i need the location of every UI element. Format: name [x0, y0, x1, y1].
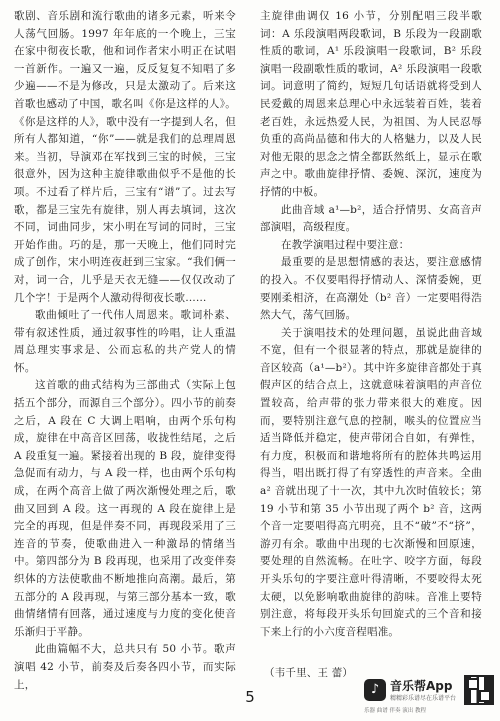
qr-code[interactable] — [464, 675, 494, 705]
brand-tagline: 精精彩乐谱尽在乐谱平台 — [390, 695, 457, 702]
brand-watermark[interactable] — [364, 675, 494, 715]
paragraph: 歌曲倾吐了一代伟人周恩来。歌词朴素、带有叙述性质，通过叙事性的吟唱，让人重温周总理实事求是、公而忘私的共产党人的情怀。 — [14, 309, 236, 374]
paragraph: 此曲篇幅不大，总共只有 50 小节。歌声演唱 42 小节，前奏及后奏各四小节，而实际上， — [14, 643, 236, 691]
paragraph: 主旋律曲调仅 16 小节，分别配唱三段半歌词：A 乐段演唱两段歌词，B 乐段为一段副歌性质的歌词，A¹ 乐段演唱一段歌词，B² 乐段演唱一段副歌性质的歌词，A² 乐段演唱一段歌词。词意明了简约，短短几句话语就将受到人民爱戴的周恩来总理心中永远装着百姓，装着老百姓，永远热爱人民，为祖国、为人民忍辱负重的高尚品德和伟大的人格魅力，以及人民对他无限的思念之情全都跃然纸上，显示在歌声之中。歌曲旋律抒情、委婉、深沉，速度为抒情的中板。 — [260, 10, 482, 198]
paragraph: 此曲音域 a¹—b²，适合抒情男、女高音声部演唱，高级程度。 — [260, 203, 482, 234]
music-note-icon: ♪ — [364, 679, 386, 701]
brand-footer: 乐器 曲谱 伴奏 演出 教程 — [364, 708, 426, 714]
brand-name: 音乐帮App — [390, 679, 453, 693]
paragraph: 歌剧、音乐剧和流行歌曲的诸多元素，听来令人荡气回肠。1997 年年底的一个晚上，三宝在家中彻夜长歌，他和词作者宋小明正在试唱一首新作。一遍又一遍，反反复复不知唱了多少遍——不是为修改，只是太激动了。后来这首歌也感动了中国，歌名叫《你是这样的人》。《你是这样的人》，歌中没有一字提到人名，但所有人都知道，“你”——就是我们的总理周恩来。当初，导演邓在军找到三宝的时候，三宝很意外，因为这种主旋律歌曲似乎不是他的长项。不过看了样片后，三宝有“谱”了。过去写歌，都是三宝先有旋律，别人再去填词，这次不同，词曲同步，宋小明在写词的同时，三宝开始作曲。巧的是，那一天晚上，他们同时完成了创作，宋小明连夜赶到三宝家。“我们俩一对，词一合，儿乎是天衣无缝——仅仅改动了几个字！于是两个人激动得彻夜长歌…… — [14, 10, 236, 304]
paragraph: 这首歌的曲式结构为三部曲式（实际上包括五个部分，而源自三个部分）。四小节的前奏之后，A 段在 C 大调上唱响，由两个乐句构成，旋律在中高音区回荡，收拢性结尾，之后 A 段重复一遍。紧接着出现的 B 段，旋律变得急促而有动力，与 A 段一样，也由两个乐句构成，在两个高音上做了两次渐慢处理之后，歌曲又回到 A 段。这一再现的 A 段在旋律上是完全的再现，但是伴奏不同，再现段采用了三连音的节奏，使歌曲进入一种激昂的情绪当中。第四部分为 B 段再现，也采用了改变伴奏织体的方法使歌曲不断地推向高潮。最后，第五部分的 A 段再现，与第三部分基本一致，歌曲情绪情有回落，通过速度与力度的变化使音乐渐归于平静。 — [14, 379, 236, 638]
paragraph: 在教学演唱过程中要注意： — [281, 238, 410, 251]
right-column — [260, 8, 482, 683]
paragraph: 最重要的是思想情感的表达，要注意感情的投入。不仅要唱得抒情动人、深情委婉，更要刚柔相济，在高潮处（b² 音）一定要唱得浩然大气，荡气回肠。 — [260, 256, 482, 322]
author-signature: （韦千里、王 蕾） — [264, 667, 354, 680]
left-column — [14, 8, 236, 694]
page-number: 5 — [245, 688, 255, 706]
paragraph: 关于演唱技术的处理问题，虽说此曲音域不宽，但有一个很显著的特点，那就是旋律的音区较高（a¹—b²）。其中许多旋律音都处于真假声区的结合点上，这就意味着演唱的声音位置较高，给声带的张力带来很大的难度。因而，要特别注意气息的控制，喉头的位置应当适当降低并稳定，使声带闭合自如，有弹性，有力度，积极而和谐地将所有的腔体共鸣运用得当，唱出既打得了有穿透性的声音来。全曲 a² 音就出现了十一次，其中九次时值较长；第 19 小节和第 35 小节出现了两个 b² 音，这两个音一定要唱得高亢明亮，且不“破”不“挤”，游刃有余。歌曲中出现的七次渐慢和回原速，要处理的自然流畅。在吐字、咬字方面，每段开头乐句的字要注意叶得清晰，不要咬得太死太硬，以免影响歌曲旋律的韵味。音准上要特别注意，将每段开头乐句回旋式的三个音和接下来上行的小六度音程唱准。 — [260, 326, 482, 638]
